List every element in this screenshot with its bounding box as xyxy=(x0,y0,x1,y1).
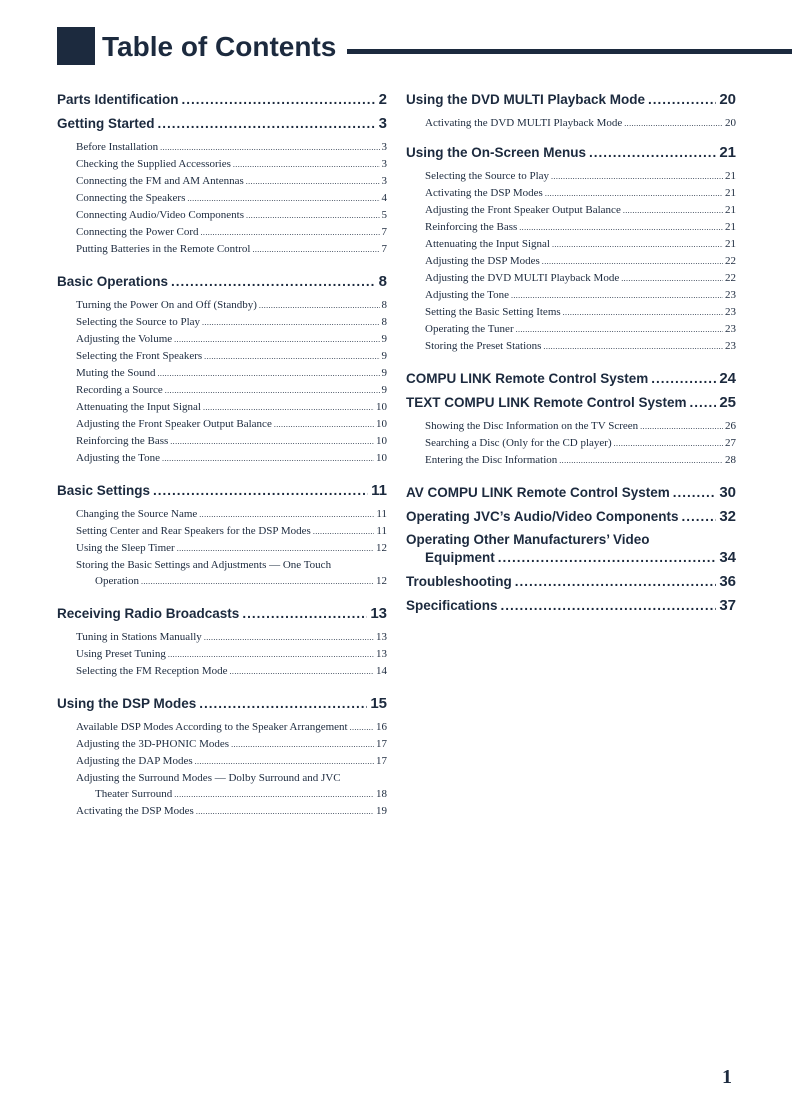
toc-entry[interactable]: Recording a Source ..... 9 xyxy=(57,382,387,399)
toc-entry-wrapped-line[interactable]: Storing the Basic Settings and Adjustments — One Touch xyxy=(76,559,332,571)
page-title: Table of Contents xyxy=(102,31,337,62)
toc-heading[interactable]: Using the DVD MULTI Playback Mode ..... 20 xyxy=(406,90,736,109)
toc-entry[interactable]: Attenuating the Input Signal ..... 10 xyxy=(57,399,387,416)
toc-entry[interactable]: Operating the Tuner ..... 23 xyxy=(406,321,736,338)
toc-heading[interactable]: Specifications ..... 37 xyxy=(406,596,736,615)
toc-entry[interactable]: Storing the Preset Stations ..... 23 xyxy=(406,338,736,355)
toc-heading[interactable]: Basic Settings ..... 11 xyxy=(57,481,387,500)
toc-entry[interactable]: Checking the Supplied Accessories ..... 3 xyxy=(57,156,387,173)
toc-heading[interactable]: TEXT COMPU LINK Remote Control System ..... 25 xyxy=(406,393,736,412)
toc-entry[interactable]: Before Installation ..... 3 xyxy=(57,139,387,156)
toc-heading[interactable]: AV COMPU LINK Remote Control System ..... 30 xyxy=(406,483,736,502)
toc-entry[interactable]: Selecting the Front Speakers ..... 9 xyxy=(57,348,387,365)
toc-entry[interactable]: Tuning in Stations Manually ..... 13 xyxy=(57,629,387,646)
toc-entry-wrapped-line[interactable]: Adjusting the Surround Modes — Dolby Surround and JVC xyxy=(76,772,341,784)
toc-heading[interactable]: Troubleshooting ..... 36 xyxy=(406,572,736,591)
page-header xyxy=(57,27,792,67)
toc-heading[interactable]: Basic Operations ..... 8 xyxy=(57,272,387,291)
toc-entry[interactable]: Connecting the Power Cord ..... 7 xyxy=(57,224,387,241)
toc-entry[interactable]: Connecting the Speakers ..... 4 xyxy=(57,190,387,207)
toc-heading[interactable]: Operating JVC’s Audio/Video Components ..... 32 xyxy=(406,507,736,526)
toc-entry[interactable]: Using the Sleep Timer ..... 12 xyxy=(57,540,387,557)
toc-entry[interactable]: Selecting the Source to Play ..... 8 xyxy=(57,314,387,331)
toc-heading[interactable]: Receiving Radio Broadcasts ..... 13 xyxy=(57,604,387,623)
toc-entry[interactable]: Adjusting the Tone ..... 10 xyxy=(57,450,387,467)
toc-entry[interactable]: Setting Center and Rear Speakers for the DSP Modes ..... 11 xyxy=(57,523,387,540)
toc-entry[interactable]: Available DSP Modes According to the Speaker Arrangement ..... 16 xyxy=(57,719,387,736)
toc-entry[interactable]: Adjusting the Front Speaker Output Balance ..... 21 xyxy=(406,202,736,219)
toc-entry[interactable]: Putting Batteries in the Remote Control ..... 7 xyxy=(57,241,387,258)
toc-right-column xyxy=(406,90,736,615)
toc-entry[interactable]: Reinforcing the Bass ..... 21 xyxy=(406,219,736,236)
toc-entry[interactable]: Using Preset Tuning ..... 13 xyxy=(57,646,387,663)
toc-entry[interactable]: Activating the DVD MULTI Playback Mode ..... 20 xyxy=(406,115,736,132)
toc-heading[interactable]: Equipment ..... 34 xyxy=(406,548,736,567)
toc-heading[interactable]: Getting Started ..... 3 xyxy=(57,114,387,133)
toc-entry[interactable]: Adjusting the DVD MULTI Playback Mode ..... 22 xyxy=(406,270,736,287)
toc-entry[interactable]: Turning the Power On and Off (Standby) ..... 8 xyxy=(57,297,387,314)
toc-entry[interactable]: Selecting the FM Reception Mode ..... 14 xyxy=(57,663,387,680)
toc-entry[interactable]: Attenuating the Input Signal ..... 21 xyxy=(406,236,736,253)
toc-entry[interactable]: Reinforcing the Bass ..... 10 xyxy=(57,433,387,450)
toc-entry[interactable]: Searching a Disc (Only for the CD player) ..... 27 xyxy=(406,435,736,452)
toc-entry[interactable]: Theater Surround ..... 18 xyxy=(57,786,387,803)
toc-entry[interactable]: Connecting Audio/Video Components ..... 5 xyxy=(57,207,387,224)
toc-entry[interactable]: Operation ..... 12 xyxy=(57,573,387,590)
page-number: 1 xyxy=(722,1066,732,1088)
toc-heading[interactable]: Using the On-Screen Menus ..... 21 xyxy=(406,143,736,162)
toc-entry[interactable]: Adjusting the DSP Modes ..... 22 xyxy=(406,253,736,270)
toc-entry[interactable]: Changing the Source Name ..... 11 xyxy=(57,506,387,523)
toc-entry[interactable]: Muting the Sound ..... 9 xyxy=(57,365,387,382)
toc-entry[interactable]: Activating the DSP Modes ..... 21 xyxy=(406,185,736,202)
toc-entry[interactable]: Adjusting the 3D-PHONIC Modes ..... 17 xyxy=(57,736,387,753)
toc-entry[interactable]: Selecting the Source to Play ..... 21 xyxy=(406,168,736,185)
toc-entry[interactable]: Setting the Basic Setting Items ..... 23 xyxy=(406,304,736,321)
header-block xyxy=(57,27,95,65)
toc-heading[interactable]: COMPU LINK Remote Control System ..... 24 xyxy=(406,369,736,388)
toc-entry[interactable]: Adjusting the DAP Modes ..... 17 xyxy=(57,753,387,770)
toc-entry[interactable]: Adjusting the Tone ..... 23 xyxy=(406,287,736,304)
toc-entry[interactable]: Adjusting the Front Speaker Output Balance ..... 10 xyxy=(57,416,387,433)
toc-entry[interactable]: Entering the Disc Information ..... 28 xyxy=(406,452,736,469)
header-rule xyxy=(347,49,792,54)
toc-heading[interactable]: Using the DSP Modes ..... 15 xyxy=(57,694,387,713)
toc-entry[interactable]: Connecting the FM and AM Antennas ..... 3 xyxy=(57,173,387,190)
toc-heading[interactable]: Parts Identification ..... 2 xyxy=(57,90,387,109)
toc-entry[interactable]: Adjusting the Volume ..... 9 xyxy=(57,331,387,348)
toc-left-column xyxy=(57,90,387,820)
toc-entry[interactable]: Activating the DSP Modes ..... 19 xyxy=(57,803,387,820)
toc-entry[interactable]: Showing the Disc Information on the TV Screen ..... 26 xyxy=(406,418,736,435)
toc-heading-wrapped-line[interactable]: Operating Other Manufacturers’ Video xyxy=(406,532,650,547)
